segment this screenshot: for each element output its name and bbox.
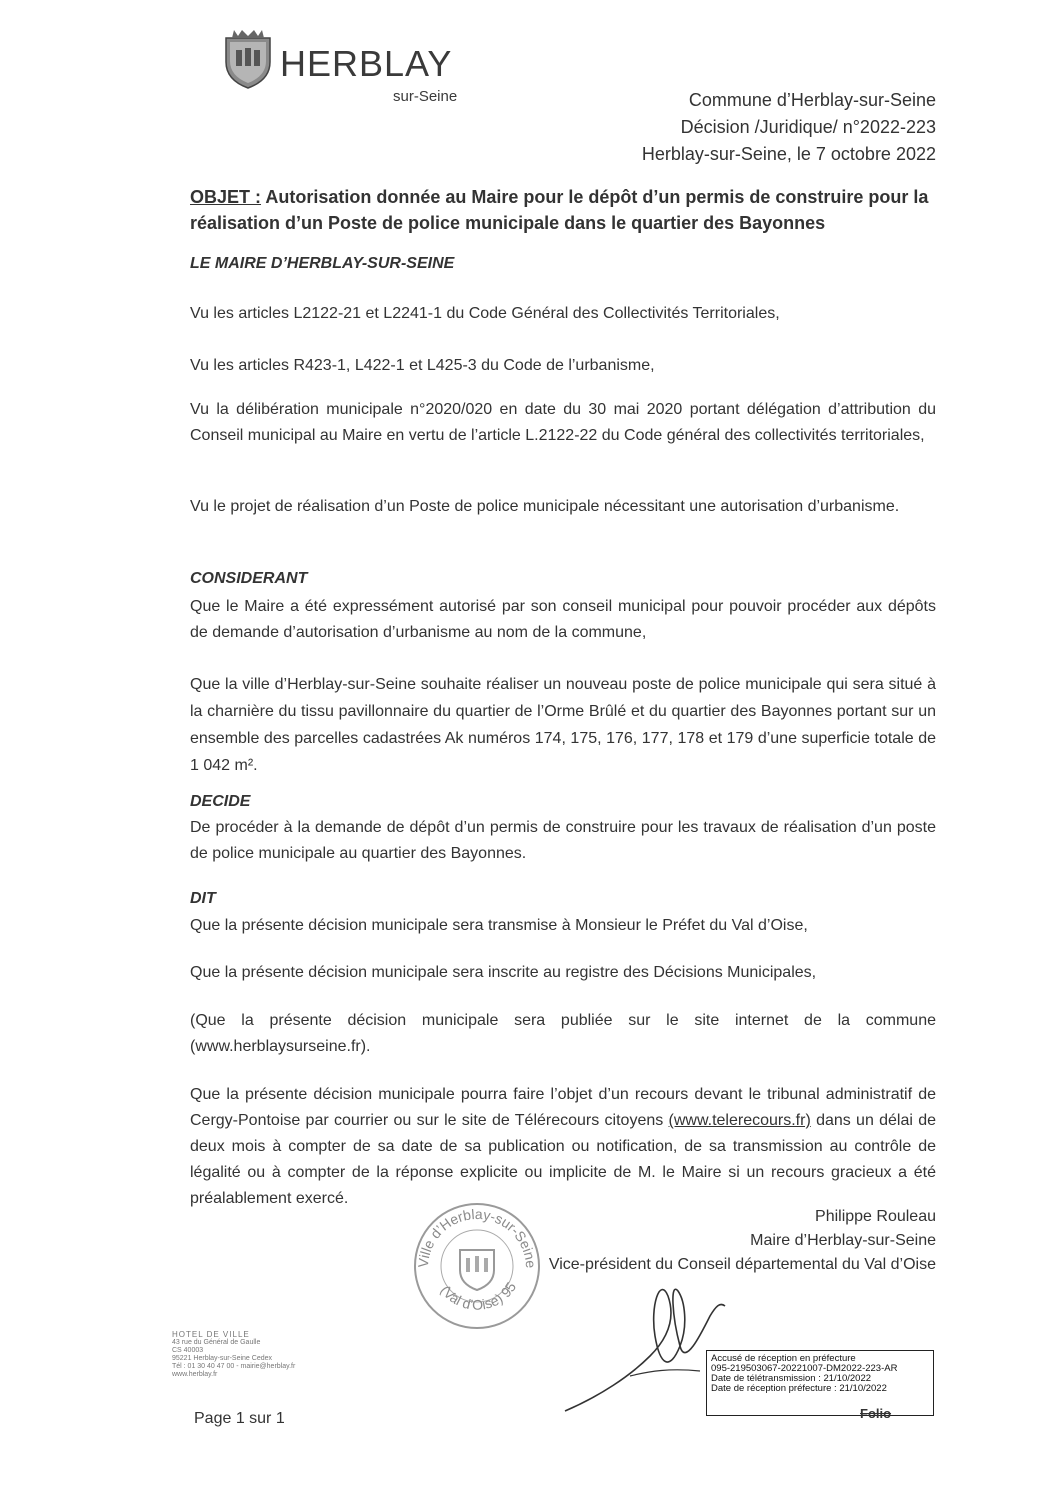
dit-paragraph-recours <box>190 1082 936 1212</box>
considerant-paragraph: Que le Maire a été expressément autorisé par son conseil municipal pour pouvoir procéder aux dépôts de demande d’autorisation d’urbanisme au nom de la commune, <box>190 598 936 641</box>
stamp-bottom-text: (Val d’Oise) 95 <box>437 1279 520 1313</box>
svg-text:(Val d’Oise) 95 <box>438 1279 520 1313</box>
logo-wordmark: HERBLAY <box>280 43 453 84</box>
receipt-line: Date de réception préfecture : 21/10/2022 <box>711 1383 887 1394</box>
dit-paragraph: (Que la présente décision municipale sera publiée sur le site internet de la commune (www.herblaysurseine.fr). <box>190 1012 936 1055</box>
telerecours-link[interactable]: (www.telerecours.fr) <box>668 1112 811 1129</box>
vu-paragraph: Vu les articles L2122-21 et L2241-1 du Code Général des Collectivités Territoriales, <box>190 305 780 322</box>
objet-block <box>190 184 940 236</box>
handwritten-signature <box>560 1276 730 1416</box>
signatory-role: Maire d’Herblay-sur-Seine <box>750 1232 936 1249</box>
dit-paragraph: Que la présente décision municipale sera transmise à Monsieur le Préfet du Val d’Oise, <box>190 917 808 934</box>
place-date: Herblay-sur-Seine, le 7 octobre 2022 <box>641 144 936 164</box>
vu-paragraph: Vu la délibération municipale n°2020/020 en date du 30 mai 2020 portant délégation d’attribution du Conseil municipal au Maire en vertu de l’article L.2122-22 du Code général des collectivités territoriales, <box>190 401 936 444</box>
receipt-line: Date de télétransmission : 21/10/2022 <box>711 1373 872 1384</box>
folio-label: Folio <box>860 1406 892 1421</box>
dit-heading: DIT <box>190 890 216 907</box>
decide-heading: DECIDE <box>190 793 251 810</box>
dit-paragraph: Que la présente décision municipale sera inscrite au registre des Décisions Municipales, <box>190 964 817 981</box>
footer-line: 95221 Herblay-sur-Seine Cedex <box>172 1355 272 1362</box>
vu-paragraph: Vu les articles R423-1, L422-1 et L425-3 du Code de l’urbanisme, <box>190 357 655 374</box>
objet-text: Autorisation donnée au Maire pour le dépôt d’un permis de construire pour la réalisation d’un Poste de police municipale dans le quartier des Bayonnes <box>190 187 929 233</box>
signatory-vp-title: Vice-président du Conseil départemental du Val d’Oise <box>548 1256 936 1273</box>
footer-line: www.herblay.fr <box>172 1371 218 1378</box>
commune-name: Commune d’Herblay-sur-Seine <box>688 90 936 110</box>
considerant-heading: CONSIDERANT <box>190 570 308 587</box>
logo-subtitle: sur-Seine <box>393 88 458 105</box>
receipt-line: 095-219503067-20221007-DM2022-223-AR <box>711 1363 898 1374</box>
decision-reference: Décision /Juridique/ n°2022-223 <box>680 117 936 137</box>
objet-label: OBJET : <box>190 187 262 207</box>
page-number: Page 1 sur 1 <box>194 1410 285 1427</box>
prefecture-receipt-box <box>706 1350 934 1416</box>
footer-line: HOTEL DE VILLE <box>172 1330 250 1339</box>
recours-text-end: dans un délai de deux mois à compter de sa date de sa publication ou notification, de sa transmission au contrôle de légalité ou à compter de la réponse explicite ou implicite de M. le Maire si un recours gracieux a été préalablement exercé. <box>190 1112 937 1207</box>
vu-paragraph: Vu le projet de réalisation d’un Poste de police municipale nécessitant une autorisation d’urbanisme. <box>190 498 900 515</box>
considerant-paragraph: Que la ville d’Herblay-sur-Seine souhaite réaliser un nouveau poste de police municipale qui sera situé à la charnière du tissu pavillonnaire du quartier de l’Orme Brûlé et du quartier des Bayonnes portant sur un ensemble des parcelles cadastrées Ak numéros 174, 175, 176, 177, 178 et 179 d’une superficie totale de 1 042 m². <box>190 676 936 774</box>
decide-paragraph: De procéder à la demande de dépôt d’un permis de construire pour les travaux de réalisation d’un poste de police municipale au quartier des Bayonnes. <box>190 819 936 862</box>
stamp-top-text: Ville d’Herblay-sur-Seine <box>414 1205 540 1269</box>
coat-of-arms-logo <box>222 28 274 90</box>
municipal-stamp <box>412 1198 542 1332</box>
signatory-name: Philippe Rouleau <box>815 1208 936 1225</box>
footer-line: CS 40003 <box>172 1347 204 1354</box>
recours-text-start: Que la présente décision municipale pourra faire l’objet d’un recours devant le tribunal administratif de Cergy-Pontoise par courrier ou sur le site de Télérecours citoyens <box>190 1086 936 1129</box>
footer-address <box>172 1331 295 1379</box>
mayor-title: LE MAIRE D’HERBLAY-SUR-SEINE <box>190 255 455 272</box>
receipt-line: Accusé de réception en préfecture <box>711 1353 856 1364</box>
footer-line: 43 rue du Général de Gaulle <box>172 1339 261 1346</box>
footer-line: Tél : 01 30 40 47 00 - mairie@herblay.fr <box>172 1363 296 1370</box>
